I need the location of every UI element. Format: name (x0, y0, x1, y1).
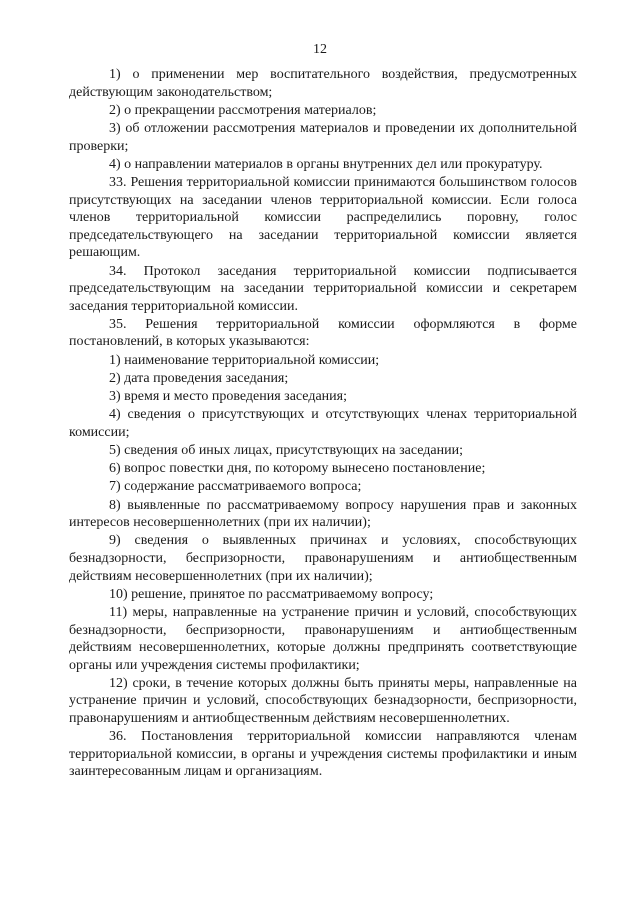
list-item-meeting-time-place: 3) время и место проведения заседания; (109, 389, 347, 405)
list-item-question-content: 7) содержание рассматриваемого вопроса; (109, 479, 362, 495)
list-item-deadlines: 12) сроки, в течение которых должны быть приняты меры, направленные на устранение причин и условий, способствующих безнадзорности, беспризорности, правонарушениям и антиобщественным действиям несовершеннолетних. (69, 675, 577, 727)
list-item-agenda-question: 6) вопрос повестки дня, по которому вынесено постановление; (109, 461, 486, 477)
clause-36: 36. Постановления территориальной комиссии направляются членам территориальной комиссии, в органы и учреждения системы профилактики и иным заинтересованным лицам и организациям. (69, 729, 577, 780)
list-item-rights-violations: 8) выявленные по рассматриваемому вопросу нарушения прав и законных интересов несовершеннолетних (при их наличии); (69, 497, 577, 531)
list-item-postponement: 3) об отложении рассмотрения материалов и проведении их дополнительной проверки; (69, 120, 577, 154)
list-item-causes-conditions: 9) сведения о выявленных причинах и условиях, способствующих безнадзорности, беспризорности, правонарушениям и антиобщественным действиям несовершеннолетних (при их наличии); (69, 533, 577, 584)
list-item-measures: 11) меры, направленные на устранение причин и условий, способствующих безнадзорности, беспризорности, правонарушениям и антиобщественным действиям несовершеннолетних, которые должны предпринять соответствующие органы или учреждения системы профилактики; (69, 604, 577, 673)
clause-35: 35. Решения территориальной комиссии оформляются в форме постановлений, в которых указываются: (69, 316, 577, 350)
clause-33: 33. Решения территориальной комиссии принимаются большинством голосов присутствующих на заседании членов территориальной комиссии. Если голоса членов территориальной комиссии распределились поровну, голос председательствующего на заседании территориальной комиссии является решающим. (69, 174, 577, 261)
list-item-decision: 10) решение, принятое по рассматриваемому вопросу; (109, 586, 434, 602)
document-body (69, 66, 577, 781)
list-item-commission-name: 1) наименование территориальной комиссии; (109, 352, 380, 368)
list-item-termination: 2) о прекращении рассмотрения материалов; (109, 102, 377, 118)
list-item-other-persons: 5) сведения об иных лицах, присутствующих на заседании; (109, 443, 463, 458)
clause-34: 34. Протокол заседания территориальной комиссии подписывается председательствующим на заседании территориальной комиссии и секретарем заседания территориальной комиссии. (69, 263, 577, 314)
list-item-meeting-date: 2) дата проведения заседания; (109, 370, 289, 386)
list-item-measures-educational: 1) о применении мер воспитательного воздействия, предусмотренных действующим законодательством; (69, 67, 577, 100)
page-number: 12 (313, 42, 327, 57)
list-item-referral: 4) о направлении материалов в органы внутренних дел или прокуратуру. (109, 156, 543, 172)
list-item-members-attendance: 4) сведения о присутствующих и отсутствующих членах территориальной комиссии; (69, 407, 577, 440)
